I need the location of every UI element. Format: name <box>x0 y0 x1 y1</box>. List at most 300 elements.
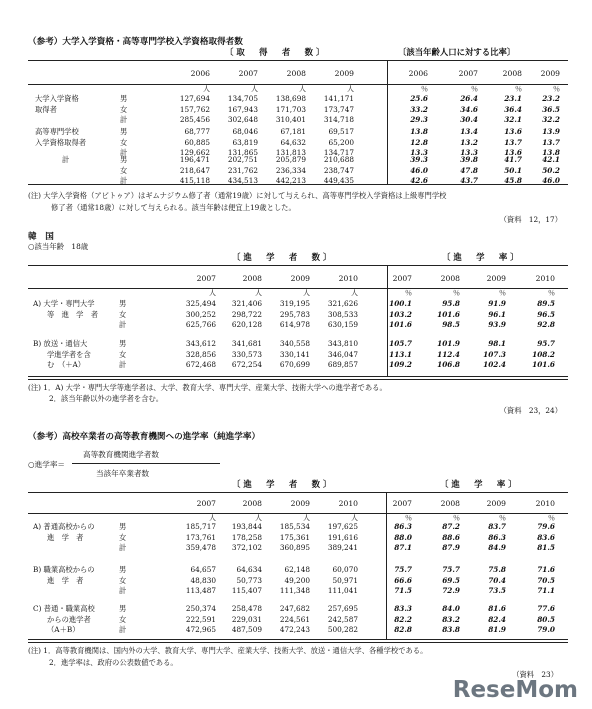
row-sex-label: 女 <box>119 349 127 359</box>
count-cell: 134,705 <box>227 94 258 103</box>
count-cell: 625,766 <box>185 320 216 329</box>
rate-cell: 45.8 <box>504 176 522 185</box>
rate-cell: 81.9 <box>488 625 506 634</box>
count-cell: 487,509 <box>231 625 262 634</box>
year-header: 2009 <box>290 274 310 283</box>
count-cell: 500,282 <box>327 625 358 634</box>
count-cell: 138,698 <box>275 94 306 103</box>
row-group-label: A) 大学・専門大学 <box>33 299 95 308</box>
year-header: 2009 <box>486 499 506 508</box>
count-cell: 224,561 <box>279 614 310 624</box>
row-group-label: 進 学 者 <box>47 575 84 585</box>
rate-cell: 13.6 <box>504 148 522 157</box>
rate-cell: 71.5 <box>394 586 412 595</box>
count-cell: 173,761 <box>185 532 216 542</box>
count-cell: 193,844 <box>231 522 262 531</box>
rate-cell: 82.8 <box>394 625 412 634</box>
table2-bottom-rule <box>28 376 568 380</box>
unit-label: 人 <box>299 85 306 93</box>
count-cell: 242,587 <box>327 614 358 624</box>
rate-cell: 106.8 <box>437 360 460 369</box>
count-cell: 325,494 <box>185 299 216 308</box>
row-sex-label: 女 <box>120 137 128 147</box>
rate-cell: 69.5 <box>442 575 460 585</box>
rate-cell: 13.4 <box>460 127 478 136</box>
rate-cell: 75.7 <box>442 565 460 574</box>
unit-label: 人 <box>209 514 216 522</box>
rate-cell: 70.4 <box>488 575 506 585</box>
count-cell: 314,718 <box>323 115 354 124</box>
year-header: 2007 <box>238 69 258 78</box>
count-cell: 64,634 <box>236 565 262 574</box>
rate-cell: 91.9 <box>488 299 506 308</box>
rate-cell: 75.7 <box>394 565 412 574</box>
row-group-label: 取得者 <box>35 104 57 114</box>
rate-cell: 13.9 <box>542 127 560 136</box>
count-cell: 257,695 <box>327 604 358 613</box>
count-cell: 191,616 <box>327 532 358 542</box>
formula-label: ○進学率＝ <box>28 460 66 469</box>
count-cell: 285,456 <box>179 115 210 124</box>
rate-cell: 43.7 <box>460 176 478 185</box>
rate-cell: 83.2 <box>442 614 460 624</box>
count-cell: 449,435 <box>323 176 354 185</box>
count-cell: 360,895 <box>279 543 310 552</box>
count-cell: 236,334 <box>275 165 306 175</box>
unit-label: ％ <box>405 514 412 522</box>
rate-cell: 102.4 <box>483 360 506 369</box>
count-cell: 50,773 <box>236 575 262 585</box>
table2-header-counts: 〔進 学 者 数〕 <box>232 252 335 262</box>
count-cell: 359,478 <box>185 543 216 552</box>
rate-cell: 73.5 <box>488 586 506 595</box>
rate-cell: 98.1 <box>488 339 506 348</box>
rate-cell: 13.3 <box>460 148 478 157</box>
count-cell: 442,213 <box>275 176 306 185</box>
row-group-label: B) 放送・通信大 <box>33 339 88 348</box>
count-cell: 229,031 <box>231 614 262 624</box>
unit-label: 人 <box>347 85 354 93</box>
row-sex-label: 計 <box>119 586 127 595</box>
rate-cell: 13.7 <box>542 137 560 147</box>
resemom-logo: ReseMom <box>452 677 578 703</box>
row-sex-label: 男 <box>119 339 127 348</box>
table3-title: （参考）高校卒業者の高等教育機関への進学率（純進学率） <box>28 432 261 442</box>
count-cell: 115,407 <box>231 586 262 595</box>
unit-label: 人 <box>203 85 210 93</box>
rate-cell: 83.6 <box>537 532 555 542</box>
count-cell: 49,200 <box>284 575 310 585</box>
count-cell: 111,041 <box>327 586 358 595</box>
formula-numerator: 高等教育機関進学者数 <box>83 450 159 459</box>
row-sex-label: 男 <box>120 94 128 103</box>
unit-label: ％ <box>421 85 428 93</box>
year-header: 2007 <box>458 69 478 78</box>
count-cell: 63,819 <box>232 137 258 147</box>
table1-header-counts: 〔取 得 者 数〕 <box>225 47 328 57</box>
row-group-label: 入学資格取得者 <box>35 137 87 147</box>
count-cell: 250,374 <box>185 604 216 613</box>
formula-denominator: 当該年卒業者数 <box>96 469 150 478</box>
row-sex-label: 女 <box>120 104 128 114</box>
count-cell: 319,195 <box>279 299 310 308</box>
rate-cell: 36.4 <box>504 104 522 114</box>
row-sex-label: 男 <box>119 604 127 613</box>
count-cell: 141,171 <box>323 94 354 103</box>
row-sex-label: 女 <box>119 614 127 624</box>
row-sex-label: 男 <box>120 155 128 164</box>
rate-cell: 113.1 <box>389 349 412 359</box>
count-cell: 62,148 <box>284 565 310 574</box>
rate-cell: 66.6 <box>394 575 412 585</box>
count-cell: 434,513 <box>227 176 258 185</box>
year-header: 2008 <box>440 499 460 508</box>
rate-cell: 72.9 <box>442 586 460 595</box>
rate-cell: 81.5 <box>537 543 555 552</box>
rate-cell: 13.6 <box>504 127 522 136</box>
rate-cell: 88.6 <box>442 532 460 542</box>
count-cell: 341,681 <box>231 339 262 348</box>
count-cell: 69,517 <box>328 127 354 136</box>
count-cell: 689,857 <box>327 360 358 369</box>
row-sex-label: 男 <box>119 299 127 308</box>
count-cell: 389,241 <box>327 543 358 552</box>
rate-cell: 98.5 <box>442 320 460 329</box>
rate-cell: 84.9 <box>488 543 506 552</box>
rate-cell: 12.8 <box>410 137 428 147</box>
count-cell: 372,102 <box>231 543 262 552</box>
rate-cell: 96.5 <box>537 309 555 319</box>
count-cell: 302,648 <box>227 115 258 124</box>
row-group-label: 大学入学資格 <box>35 94 79 103</box>
year-header: 2008 <box>502 69 522 78</box>
rate-cell: 71.6 <box>537 565 555 574</box>
rate-cell: 29.3 <box>410 115 428 124</box>
rate-cell: 32.1 <box>504 115 522 124</box>
unit-label: 人 <box>303 514 310 522</box>
count-cell: 343,810 <box>327 339 358 348</box>
rate-cell: 25.6 <box>410 94 428 103</box>
count-cell: 308,533 <box>327 309 358 319</box>
count-cell: 48,830 <box>190 575 216 585</box>
table3-bottom-rule <box>28 639 568 643</box>
count-cell: 310,401 <box>275 115 306 124</box>
table3-header-counts: 〔進 学 者 数〕 <box>232 479 335 489</box>
rate-cell: 109.2 <box>389 360 412 369</box>
row-sex-label: 男 <box>120 127 128 136</box>
rate-cell: 86.3 <box>394 522 412 531</box>
row-sex-label: 計 <box>120 148 128 157</box>
rate-cell: 103.2 <box>389 309 412 319</box>
table2-source: （資料 23，24） <box>499 406 562 415</box>
count-cell: 620,128 <box>231 320 262 329</box>
count-cell: 415,118 <box>179 176 210 185</box>
rate-cell: 112.4 <box>437 349 460 359</box>
count-cell: 630,159 <box>327 320 358 329</box>
rate-cell: 46.0 <box>410 165 428 175</box>
unit-label: 人 <box>255 514 262 522</box>
row-sex-label: 計 <box>119 320 127 329</box>
year-header: 2006 <box>190 69 210 78</box>
rate-cell: 50.1 <box>504 165 522 175</box>
rate-cell: 13.8 <box>410 127 428 136</box>
row-sex-label: 男 <box>119 522 127 531</box>
count-cell: 202,751 <box>227 155 258 164</box>
unit-label: 人 <box>351 289 358 297</box>
row-group-label: む （＋A） <box>47 360 86 369</box>
count-cell: 65,200 <box>328 137 354 147</box>
rate-cell: 82.2 <box>394 614 412 624</box>
rate-cell: 23.1 <box>504 94 522 103</box>
rate-cell: 77.6 <box>537 604 555 613</box>
table1-top-rule <box>28 60 568 61</box>
table3-header-rates: 〔進 学 率〕 <box>440 479 520 489</box>
row-sex-label: 男 <box>119 565 127 574</box>
count-cell: 247,682 <box>279 604 310 613</box>
row-sex-label: 女 <box>119 309 127 319</box>
year-header: 2009 <box>334 69 354 78</box>
table2-top-rule <box>28 265 568 266</box>
count-cell: 68,777 <box>184 127 210 136</box>
count-cell: 343,612 <box>185 339 216 348</box>
rate-cell: 100.1 <box>389 299 412 308</box>
count-cell: 60,885 <box>184 137 210 147</box>
count-cell: 295,783 <box>279 309 310 319</box>
count-cell: 134,717 <box>323 148 354 157</box>
rate-cell: 36.5 <box>542 104 560 114</box>
count-cell: 238,747 <box>323 165 354 175</box>
count-cell: 64,632 <box>280 137 306 147</box>
row-sex-label: 計 <box>119 625 127 634</box>
table1-note-1: (注) 大学入学資格（アビトゥア）はギムナジウム修了者（通常19歳）に対して与えられ、高等専門学校入学資格は上級専門学校 <box>28 191 447 200</box>
year-header: 2009 <box>486 274 506 283</box>
row-group-label: 学進学者を含 <box>47 349 91 359</box>
year-header: 2008 <box>242 499 262 508</box>
count-cell: 300,252 <box>185 309 216 319</box>
count-cell: 205,879 <box>275 155 306 164</box>
rate-cell: 39.8 <box>460 155 478 164</box>
rate-cell: 33.2 <box>410 104 428 114</box>
row-group-label: 等 進 学 者 <box>47 309 99 319</box>
rate-cell: 47.8 <box>460 165 478 175</box>
rate-cell: 42.6 <box>410 176 428 185</box>
rate-cell: 93.9 <box>488 320 506 329</box>
table1-title: （参考）大学入学資格・高等専門学校入学資格取得者数 <box>28 37 243 47</box>
count-cell: 157,762 <box>179 104 210 114</box>
rate-cell: 87.1 <box>394 543 412 552</box>
rate-cell: 92.8 <box>537 320 555 329</box>
count-cell: 197,625 <box>327 522 358 531</box>
rate-cell: 83.7 <box>488 522 506 531</box>
rate-cell: 95.8 <box>442 299 460 308</box>
year-header: 2008 <box>286 69 306 78</box>
rate-cell: 41.7 <box>504 155 522 164</box>
count-cell: 298,722 <box>231 309 262 319</box>
year-header: 2010 <box>338 499 358 508</box>
rate-cell: 96.1 <box>488 309 506 319</box>
table2-note-2: 2．該当年齢以外の進学者を含む。 <box>49 394 164 403</box>
formula-bar <box>72 463 220 464</box>
rate-cell: 13.3 <box>410 148 428 157</box>
count-cell: 131,813 <box>275 148 306 157</box>
rate-cell: 101.6 <box>532 360 555 369</box>
rate-cell: 87.2 <box>442 522 460 531</box>
count-cell: 472,243 <box>279 625 310 634</box>
rate-cell: 26.4 <box>460 94 478 103</box>
count-cell: 131,865 <box>227 148 258 157</box>
rate-cell: 13.8 <box>542 148 560 157</box>
rate-cell: 71.1 <box>537 586 555 595</box>
rate-cell: 79.0 <box>537 625 555 634</box>
count-cell: 173,747 <box>323 104 354 114</box>
count-cell: 218,647 <box>179 165 210 175</box>
unit-label: ％ <box>499 289 506 297</box>
rate-cell: 82.4 <box>488 614 506 624</box>
count-cell: 222,591 <box>185 614 216 624</box>
year-header: 2007 <box>392 274 412 283</box>
count-cell: 330,573 <box>231 349 262 359</box>
row-group-label: A) 普通高校からの <box>33 522 95 531</box>
rate-cell: 34.6 <box>460 104 478 114</box>
row-sex-label: 計 <box>119 543 127 552</box>
count-cell: 127,694 <box>179 94 210 103</box>
rate-cell: 30.4 <box>460 115 478 124</box>
rate-cell: 107.3 <box>483 349 506 359</box>
unit-label: ％ <box>548 289 555 297</box>
year-header: 2007 <box>196 274 216 283</box>
rate-cell: 86.3 <box>488 532 506 542</box>
unit-label: 人 <box>255 289 262 297</box>
rate-cell: 108.2 <box>532 349 555 359</box>
rate-cell: 87.9 <box>442 543 460 552</box>
row-group-label: 進 学 者 <box>47 532 84 542</box>
count-cell: 111,348 <box>279 586 310 595</box>
row-sex-label: 計 <box>120 115 128 124</box>
count-cell: 330,141 <box>279 349 310 359</box>
table1-source: （資料 12，17） <box>499 215 562 224</box>
count-cell: 614,978 <box>279 320 310 329</box>
row-group-label: C) 普通・職業高校 <box>33 604 95 613</box>
year-header: 2007 <box>196 499 216 508</box>
year-header: 2009 <box>540 69 560 78</box>
rate-cell: 95.7 <box>537 339 555 348</box>
table2-age: ○該当年齢 18歳 <box>28 242 89 251</box>
table2-note-1: (注) 1．A) 大学・専門大学等進学者は、大学、教育大学、専門大学、産業大学、技術大学への進学者である。 <box>28 383 387 392</box>
count-cell: 321,626 <box>327 299 358 308</box>
unit-label: 人 <box>351 514 358 522</box>
unit-label: ％ <box>453 514 460 522</box>
year-header: 2007 <box>392 499 412 508</box>
year-header: 2008 <box>440 274 460 283</box>
table2-header-rates: 〔進 学 率〕 <box>442 252 522 262</box>
row-group-label: からの進学者 <box>47 614 91 624</box>
table3-note-1: (注) 1．高等教育機関は、国内外の大学、教育大学、専門大学、産業大学、技術大学、放送・通信大学、各種学校である。 <box>28 646 428 655</box>
count-cell: 60,070 <box>332 565 358 574</box>
row-group-label: （A＋B） <box>47 625 80 634</box>
count-cell: 196,471 <box>179 155 210 164</box>
count-cell: 321,406 <box>231 299 262 308</box>
row-sex-label: 計 <box>119 360 127 369</box>
unit-label: ％ <box>515 85 522 93</box>
count-cell: 175,361 <box>279 532 310 542</box>
rate-cell: 101.9 <box>437 339 460 348</box>
count-cell: 50,971 <box>332 575 358 585</box>
table3-top-rule <box>28 492 568 493</box>
year-header: 2009 <box>290 499 310 508</box>
row-group-label: 計 <box>62 155 70 164</box>
year-header: 2006 <box>408 69 428 78</box>
rate-cell: 105.7 <box>389 339 412 348</box>
year-header: 2010 <box>338 274 358 283</box>
unit-label: 人 <box>209 289 216 297</box>
rate-cell: 13.7 <box>504 137 522 147</box>
rate-cell: 101.6 <box>389 320 412 329</box>
count-cell: 258,478 <box>231 604 262 613</box>
count-cell: 185,534 <box>279 522 310 531</box>
unit-label: ％ <box>548 514 555 522</box>
rate-cell: 75.8 <box>488 565 506 574</box>
unit-label: ％ <box>405 289 412 297</box>
table1-header-rates: 〔該当年齢人口に対する比率〕 <box>398 47 516 57</box>
unit-label: ％ <box>553 85 560 93</box>
count-cell: 340,558 <box>279 339 310 348</box>
table3-note-2: 2．進学率は、政府の公表数値である。 <box>49 658 178 667</box>
unit-label: ％ <box>453 289 460 297</box>
count-cell: 171,703 <box>275 104 306 114</box>
row-sex-label: 女 <box>119 532 127 542</box>
count-cell: 231,762 <box>227 165 258 175</box>
count-cell: 472,965 <box>185 625 216 634</box>
rate-cell: 13.2 <box>460 137 478 147</box>
table3-source: （資料 23） <box>512 670 558 679</box>
rate-cell: 81.6 <box>488 604 506 613</box>
count-cell: 68,046 <box>232 127 258 136</box>
row-sex-label: 計 <box>120 176 128 185</box>
unit-label: ％ <box>471 85 478 93</box>
count-cell: 672,254 <box>231 360 262 369</box>
rate-cell: 84.0 <box>442 604 460 613</box>
rate-cell: 88.0 <box>394 532 412 542</box>
rate-cell: 83.3 <box>394 604 412 613</box>
count-cell: 210,688 <box>323 155 354 164</box>
count-cell: 129,662 <box>179 148 210 157</box>
count-cell: 67,181 <box>280 127 306 136</box>
year-header: 2010 <box>535 274 555 283</box>
count-cell: 64,657 <box>190 565 216 574</box>
rate-cell: 101.6 <box>437 309 460 319</box>
rate-cell: 50.2 <box>542 165 560 175</box>
row-group-label: B) 職業高校からの <box>33 565 95 574</box>
rate-cell: 46.0 <box>542 176 560 185</box>
rate-cell: 32.2 <box>542 115 560 124</box>
count-cell: 178,258 <box>231 532 262 542</box>
count-cell: 185,717 <box>185 522 216 531</box>
rate-cell: 79.6 <box>537 522 555 531</box>
unit-label: 人 <box>303 289 310 297</box>
rate-cell: 83.8 <box>442 625 460 634</box>
table2-country: 韓 国 <box>28 232 54 242</box>
count-cell: 167,943 <box>227 104 258 114</box>
rate-cell: 70.5 <box>537 575 555 585</box>
count-cell: 328,856 <box>185 349 216 359</box>
count-cell: 113,487 <box>185 586 216 595</box>
year-header: 2010 <box>535 499 555 508</box>
rate-cell: 89.5 <box>537 299 555 308</box>
row-group-label: 高等専門学校 <box>35 127 79 136</box>
rate-cell: 39.3 <box>410 155 428 164</box>
table1-note-2: 修了者（通常18歳）に対して与えられる。該当年齢は便宜上19歳とした。 <box>51 203 296 212</box>
count-cell: 346,047 <box>327 349 358 359</box>
